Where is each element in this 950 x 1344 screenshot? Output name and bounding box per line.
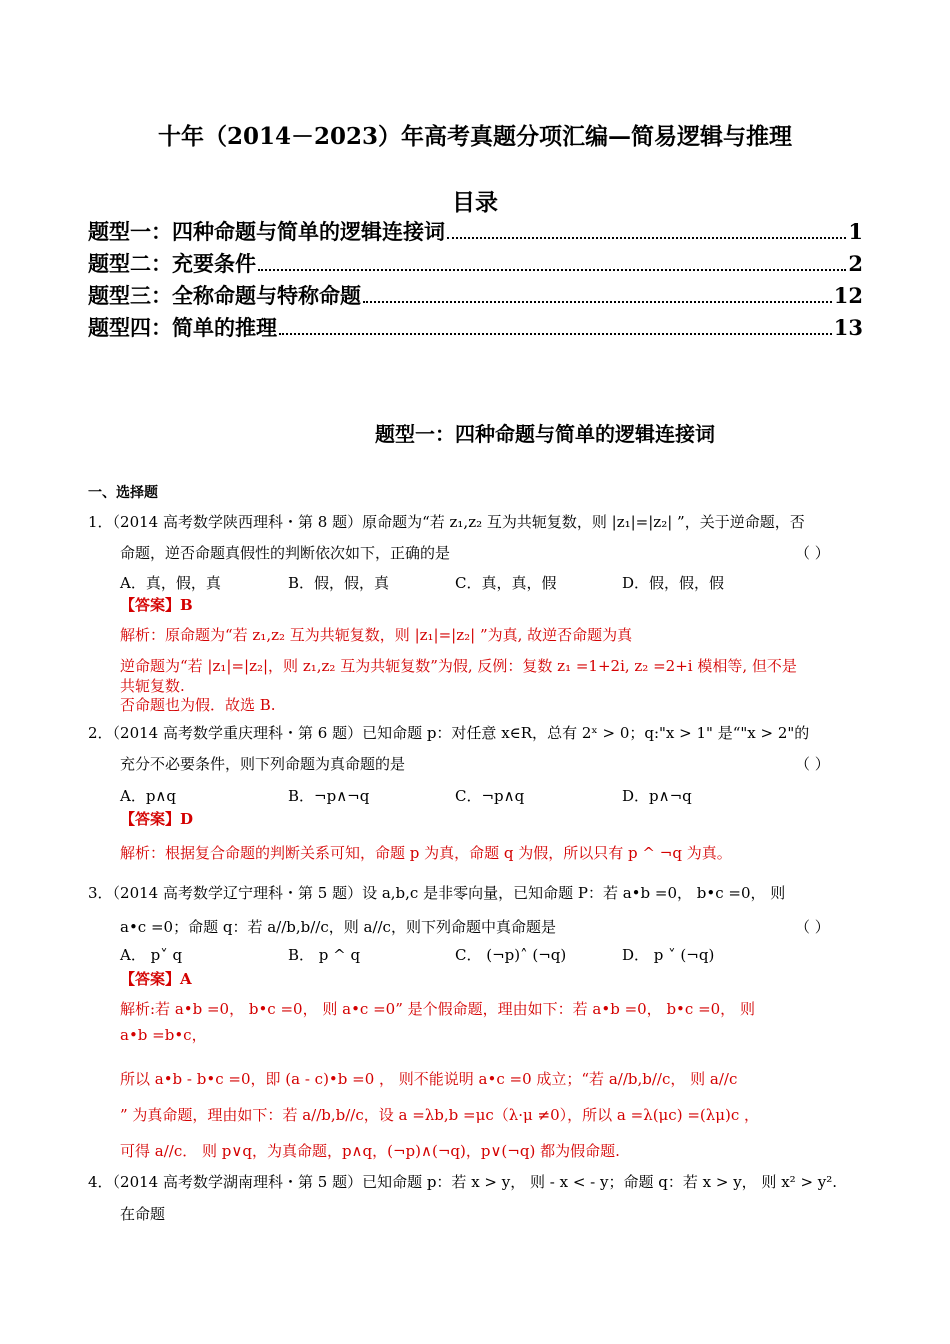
- toc-leader: [447, 237, 846, 239]
- q2-option-c: C．¬p∧q: [455, 787, 525, 805]
- section-title: 题型一：四种命题与简单的逻辑连接词: [375, 422, 715, 446]
- q2-explanation-1: 解析：根据复合命题的判断关系可知，命题 p 为真，命题 q 为假，所以只有 p ^ ¬q 为真。: [120, 844, 732, 862]
- subsection-heading: 一、选择题: [88, 485, 158, 501]
- toc-leader: [258, 269, 846, 271]
- q1-explanation-3: 共轭复数.: [120, 677, 185, 695]
- q3-answer: 【答案】A: [120, 970, 192, 988]
- toc-item-label: 题型一：四种命题与简单的逻辑连接词: [88, 219, 445, 244]
- q1-explanation-1: 解析：原命题为“若 z₁,z₂ 互为共轭复数，则 |z₁|=|z₂| ”为真, 故逆否命题为真: [120, 626, 633, 644]
- q3-answer-paren: （ ）: [795, 918, 830, 936]
- toc-item[interactable]: [88, 280, 863, 310]
- q2-line2: 充分不必要条件，则下列命题为真命题的是: [120, 755, 406, 773]
- q2-answer-paren: （ ）: [795, 755, 830, 773]
- q3-line1: 3．（2014 高考数学辽宁理科・第 5 题）设 a,b,c 是非零向量，已知命题 P：若 a•b =0， b•c =0， 则: [88, 884, 786, 902]
- toc-item-label: 题型二：充要条件: [88, 251, 256, 276]
- q1-option-c: C．真，真，假: [455, 574, 557, 592]
- q2-line1: 2．（2014 高考数学重庆理科・第 6 题）已知命题 p：对任意 x∈R，总有 2ˣ > 0；q:"x > 1" 是“"x > 2"的: [88, 724, 810, 742]
- toc-item-label: 题型四：简单的推理: [88, 315, 277, 340]
- toc-item-page: 1: [848, 219, 863, 244]
- q3-explanation-2: a•b =b•c，: [120, 1026, 207, 1044]
- q1-line1: 1．（2014 高考数学陕西理科・第 8 题）原命题为“若 z₁,z₂ 互为共轭复数，则 |z₁|=|z₂| ”，关于逆命题，否: [88, 513, 805, 531]
- q3-option-c: C． (¬p)˄ (¬q): [455, 946, 567, 964]
- q1-option-d: D．假，假，假: [622, 574, 725, 592]
- toc-leader: [363, 301, 832, 303]
- q2-answer: 【答案】D: [120, 810, 194, 828]
- toc-item[interactable]: [88, 312, 863, 342]
- q2-option-b: B．¬p∧¬q: [288, 787, 370, 805]
- q1-explanation-4: 否命题也为假．故选 B.: [120, 696, 276, 714]
- q3-line2: a•c =0；命题 q：若 a//b,b//c，则 a//c，则下列命题中真命题是: [120, 918, 556, 936]
- q2-option-a: A．p∧q: [120, 787, 177, 805]
- toc-leader: [279, 333, 832, 335]
- toc-item[interactable]: [88, 216, 863, 246]
- toc-item-label: 题型三：全称命题与特称命题: [88, 283, 361, 308]
- q2-option-d: D．p∧¬q: [622, 787, 692, 805]
- q3-explanation-3: 所以 a•b - b•c =0，即 (a - c)•b =0 ， 则不能说明 a•c =0 成立；“若 a//b,b//c， 则 a//c: [120, 1070, 738, 1088]
- q4-line1: 4．（2014 高考数学湖南理科・第 5 题）已知命题 p：若 x > y， 则 - x < - y；命题 q：若 x > y， 则 x² > y².: [88, 1173, 838, 1191]
- toc-item-page: 12: [833, 283, 863, 308]
- toc-item[interactable]: [88, 248, 863, 278]
- q1-answer: 【答案】B: [120, 596, 193, 614]
- q3-explanation-4: ” 为真命题，理由如下：若 a//b,b//c，设 a =λb,b =μc（λ·μ ≠0），所以 a =λ(μc) =(λμ)c ，: [120, 1106, 760, 1124]
- q1-option-a: A．真，假，真: [120, 574, 221, 592]
- q1-line2: 命题，逆否命题真假性的判断依次如下，正确的是: [120, 544, 451, 562]
- toc-heading: 目录: [452, 189, 498, 216]
- page-title: 十年（2014－2023）年高考真题分项汇编—简易逻辑与推理: [157, 123, 793, 150]
- q3-explanation-1: 解析:若 a•b =0， b•c =0， 则 a•c =0” 是个假命题，理由如下：若 a•b =0， b•c =0， 则: [120, 1000, 755, 1018]
- toc-item-page: 2: [848, 251, 863, 276]
- q1-explanation-2: 逆命题为“若 |z₁|=|z₂|，则 z₁,z₂ 互为共轭复数”为假, 反例：复数 z₁ =1+2i, z₂ =2+i 模相等, 但不是: [120, 657, 797, 675]
- q3-option-b: B． p ^ q: [288, 946, 361, 964]
- toc-item-page: 13: [833, 315, 863, 340]
- q3-explanation-5: 可得 a//c． 则 p∨q，为真命题，p∧q，(¬p)∧(¬q)，p∨(¬q) 都为假命题.: [120, 1142, 620, 1160]
- q3-option-d: D． p ˅ (¬q): [622, 946, 715, 964]
- q3-option-a: A． p˅ q: [120, 946, 183, 964]
- q1-option-b: B．假，假，真: [288, 574, 390, 592]
- q4-line2: 在命题: [120, 1205, 166, 1223]
- q1-answer-paren: （ ）: [795, 544, 830, 562]
